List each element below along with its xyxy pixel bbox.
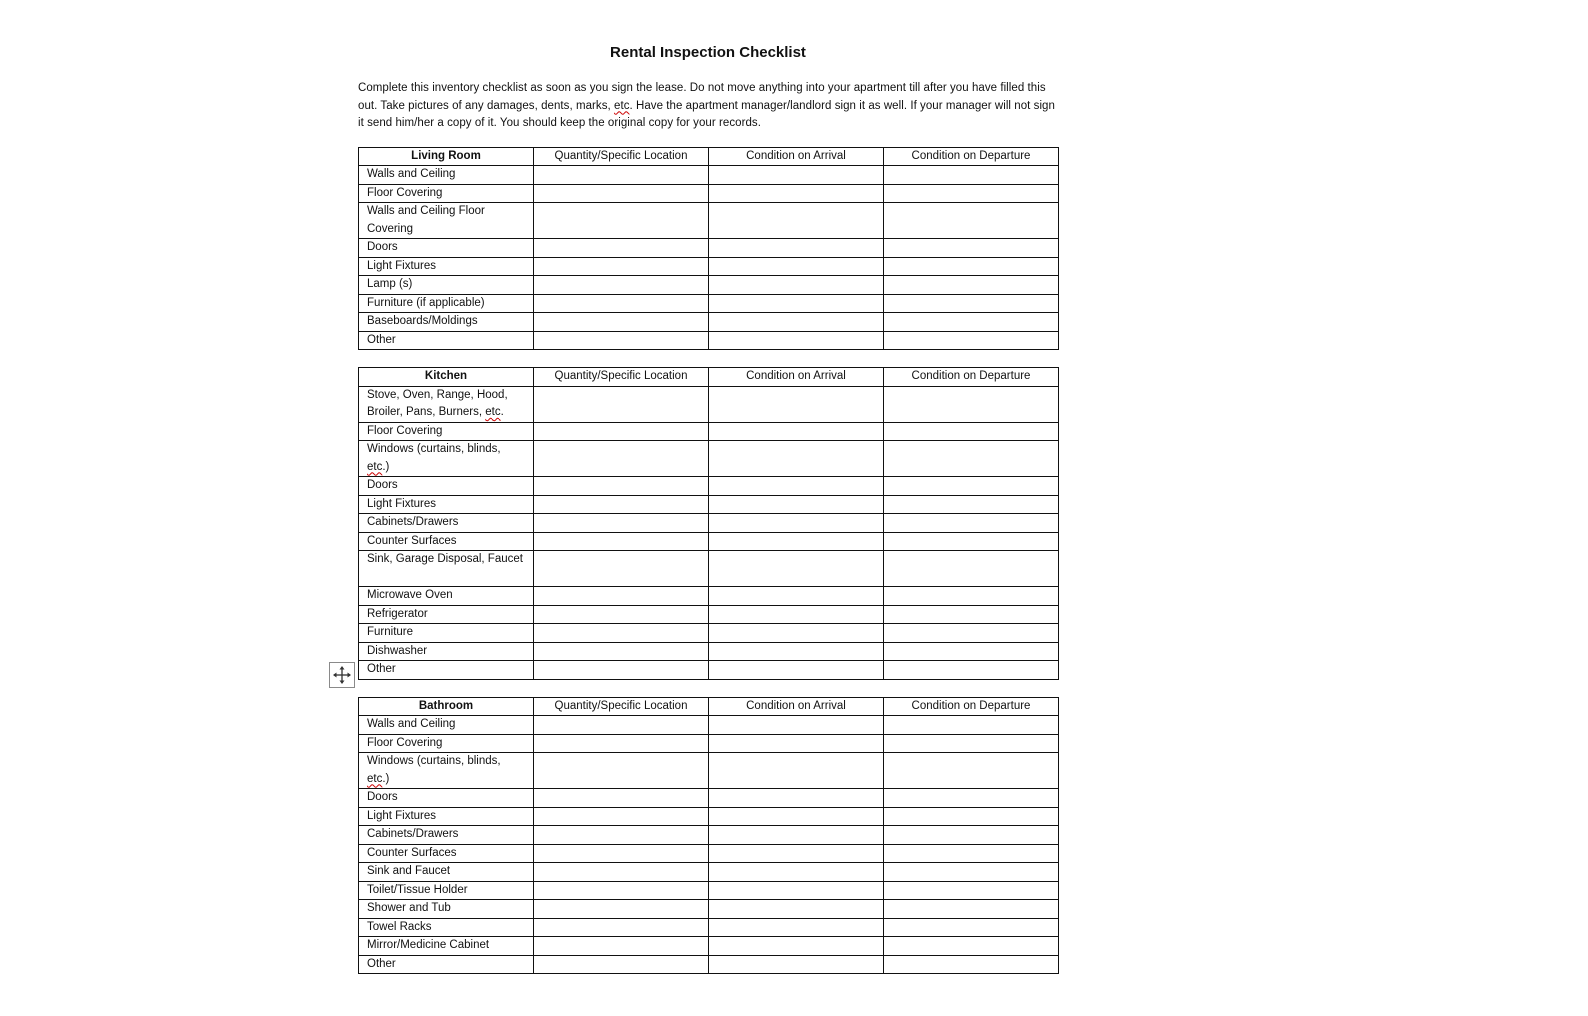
spellcheck-flagged-word[interactable]: etc: [485, 406, 501, 418]
item-label-cell: [359, 716, 534, 735]
quantity-location-cell[interactable]: [534, 514, 709, 533]
document-title: Rental Inspection Checklist: [610, 44, 806, 61]
departure-condition-cell[interactable]: [884, 826, 1059, 845]
item-label-cell: [359, 477, 534, 496]
room-name-header: Kitchen: [359, 368, 534, 387]
departure-condition-cell[interactable]: [884, 955, 1059, 974]
item-label-cell: [359, 807, 534, 826]
arrival-condition-cell[interactable]: [709, 881, 884, 900]
arrival-condition-cell[interactable]: [709, 826, 884, 845]
quantity-location-cell[interactable]: [534, 276, 709, 295]
departure-condition-cell[interactable]: [884, 422, 1059, 441]
table-row: [359, 514, 1059, 533]
quantity-location-cell[interactable]: [534, 331, 709, 350]
item-label: Other: [367, 663, 396, 675]
arrival-condition-cell[interactable]: [709, 937, 884, 956]
quantity-location-cell[interactable]: [534, 532, 709, 551]
table-header-row: [359, 697, 1059, 716]
item-label: Light Fixtures: [367, 259, 437, 272]
departure-condition-cell[interactable]: [884, 239, 1059, 258]
arrival-condition-cell[interactable]: [709, 239, 884, 258]
item-label-cell: [359, 276, 534, 295]
departure-condition-cell[interactable]: [884, 184, 1059, 203]
table-row: [359, 807, 1059, 826]
item-label-cell: [359, 514, 534, 533]
item-label: Towel Racks: [367, 920, 432, 933]
item-label: Floor Covering: [367, 424, 443, 437]
quantity-location-cell[interactable]: [534, 184, 709, 203]
item-label: Furniture: [367, 626, 414, 638]
item-label-cell: [359, 184, 534, 203]
arrival-condition-cell[interactable]: [709, 661, 884, 680]
column-header: Condition on Departure: [884, 147, 1059, 166]
item-label: Floor Covering: [367, 186, 443, 199]
quantity-location-cell[interactable]: [534, 789, 709, 808]
item-label-cell: [359, 863, 534, 882]
departure-condition-cell[interactable]: [884, 386, 1059, 422]
item-label-cell: [359, 257, 534, 276]
item-label: Sink and Faucet: [367, 865, 451, 877]
departure-condition-cell[interactable]: [884, 313, 1059, 332]
item-label: Shower and Tub: [367, 902, 451, 914]
quantity-location-cell[interactable]: [534, 166, 709, 185]
column-header: Condition on Arrival: [709, 368, 884, 387]
table-row: [359, 716, 1059, 735]
table-row: [359, 386, 1059, 422]
quantity-location-cell[interactable]: [534, 551, 709, 587]
arrival-condition-cell[interactable]: [709, 331, 884, 350]
item-label: Doors: [367, 479, 398, 491]
departure-condition-cell[interactable]: [884, 495, 1059, 514]
arrival-condition-cell[interactable]: [709, 642, 884, 661]
item-label: Counter Surfaces: [367, 534, 457, 547]
quantity-location-cell[interactable]: [534, 624, 709, 643]
quantity-location-cell[interactable]: [534, 955, 709, 974]
item-label: Floor Covering: [367, 736, 443, 749]
table-row: [359, 422, 1059, 441]
arrival-condition-cell[interactable]: [709, 495, 884, 514]
item-label: Counter Surfaces: [367, 846, 457, 859]
item-label-cell: [359, 900, 534, 919]
departure-condition-cell[interactable]: [884, 753, 1059, 789]
arrival-condition-cell[interactable]: [709, 532, 884, 551]
item-label-cell: [359, 422, 534, 441]
item-label: Sink, Garage Disposal, Faucet: [367, 553, 523, 565]
table-row: [359, 239, 1059, 258]
column-header: Condition on Arrival: [709, 147, 884, 166]
departure-condition-cell[interactable]: [884, 937, 1059, 956]
table-row: [359, 753, 1059, 789]
item-label: Toilet/Tissue Holder: [367, 883, 468, 896]
quantity-location-cell[interactable]: [534, 386, 709, 422]
arrival-condition-cell[interactable]: [709, 386, 884, 422]
departure-condition-cell[interactable]: [884, 257, 1059, 276]
departure-condition-cell[interactable]: [884, 551, 1059, 587]
item-label-cell: [359, 441, 534, 477]
table-row: [359, 900, 1059, 919]
item-label: Furniture (if applicable): [367, 296, 485, 309]
quantity-location-cell[interactable]: [534, 441, 709, 477]
column-header: Quantity/Specific Location: [534, 147, 709, 166]
quantity-location-cell[interactable]: [534, 661, 709, 680]
table-move-handle[interactable]: [329, 662, 355, 688]
table-row: [359, 605, 1059, 624]
departure-condition-cell[interactable]: [884, 918, 1059, 937]
table-row: [359, 203, 1059, 239]
item-label: Microwave Oven: [367, 589, 453, 601]
item-label-cell: [359, 605, 534, 624]
table-row: [359, 184, 1059, 203]
table-row: [359, 257, 1059, 276]
arrival-condition-cell[interactable]: [709, 918, 884, 937]
arrival-condition-cell[interactable]: [709, 789, 884, 808]
table-row: [359, 294, 1059, 313]
item-label: Baseboards/Moldings: [367, 315, 478, 327]
table-row: [359, 937, 1059, 956]
item-label-tail: .: [500, 406, 504, 418]
item-label-cell: [359, 203, 534, 239]
table-row: [359, 495, 1059, 514]
table-row: [359, 587, 1059, 606]
table-row: [359, 166, 1059, 185]
item-label-cell: [359, 918, 534, 937]
item-label: Refrigerator: [367, 607, 428, 620]
item-label: Cabinets/Drawers: [367, 516, 459, 528]
quantity-location-cell[interactable]: [534, 587, 709, 606]
table-row: [359, 661, 1059, 680]
room-name-header: Living Room: [359, 147, 534, 166]
table-row: [359, 276, 1059, 295]
item-label-cell: [359, 937, 534, 956]
quantity-location-cell[interactable]: [534, 881, 709, 900]
checklist-tables: [358, 147, 1058, 975]
item-label-cell: [359, 331, 534, 350]
arrival-condition-cell[interactable]: [709, 734, 884, 753]
quantity-location-cell[interactable]: [534, 918, 709, 937]
item-label: Other: [367, 333, 396, 346]
arrival-condition-cell[interactable]: [709, 900, 884, 919]
item-label-cell: [359, 826, 534, 845]
arrival-condition-cell[interactable]: [709, 422, 884, 441]
departure-condition-cell[interactable]: [884, 900, 1059, 919]
departure-condition-cell[interactable]: [884, 624, 1059, 643]
quantity-location-cell[interactable]: [534, 203, 709, 239]
arrival-condition-cell[interactable]: [709, 624, 884, 643]
table-row: [359, 918, 1059, 937]
item-label-cell: [359, 386, 534, 422]
table-header-row: [359, 147, 1059, 166]
departure-condition-cell[interactable]: [884, 166, 1059, 185]
checklist-table: [358, 147, 1059, 351]
checklist-table: [358, 697, 1059, 975]
item-label: Cabinets/Drawers: [367, 828, 459, 840]
arrival-condition-cell[interactable]: [709, 184, 884, 203]
arrival-condition-cell[interactable]: [709, 716, 884, 735]
quantity-location-cell[interactable]: [534, 807, 709, 826]
quantity-location-cell[interactable]: [534, 937, 709, 956]
quantity-location-cell[interactable]: [534, 257, 709, 276]
quantity-location-cell[interactable]: [534, 844, 709, 863]
item-label-cell: [359, 844, 534, 863]
column-header: Quantity/Specific Location: [534, 368, 709, 387]
arrival-condition-cell[interactable]: [709, 313, 884, 332]
item-label-cell: [359, 551, 534, 587]
arrival-condition-cell[interactable]: [709, 166, 884, 185]
document-page: [358, 42, 1058, 991]
quantity-location-cell[interactable]: [534, 477, 709, 496]
arrival-condition-cell[interactable]: [709, 477, 884, 496]
arrival-condition-cell[interactable]: [709, 276, 884, 295]
table-header-row: [359, 368, 1059, 387]
departure-condition-cell[interactable]: [884, 661, 1059, 680]
table-row: [359, 331, 1059, 350]
item-label-cell: [359, 532, 534, 551]
table-row: [359, 551, 1059, 587]
column-header: Quantity/Specific Location: [534, 697, 709, 716]
arrival-condition-cell[interactable]: [709, 807, 884, 826]
table-row: [359, 313, 1059, 332]
table-row: [359, 881, 1059, 900]
arrival-condition-cell[interactable]: [709, 753, 884, 789]
column-header: Condition on Departure: [884, 697, 1059, 716]
departure-condition-cell[interactable]: [884, 331, 1059, 350]
item-label-cell: [359, 294, 534, 313]
item-label-cell: [359, 587, 534, 606]
departure-condition-cell[interactable]: [884, 789, 1059, 808]
quantity-location-cell[interactable]: [534, 734, 709, 753]
arrival-condition-cell[interactable]: [709, 844, 884, 863]
item-label: Dishwasher: [367, 644, 428, 657]
quantity-location-cell[interactable]: [534, 239, 709, 258]
table-row: [359, 477, 1059, 496]
spellcheck-flagged-word[interactable]: etc: [367, 460, 383, 473]
arrival-condition-cell[interactable]: [709, 863, 884, 882]
quantity-location-cell[interactable]: [534, 294, 709, 313]
item-label-cell: [359, 955, 534, 974]
item-label-cell: [359, 624, 534, 643]
intro-text-part: Complete this inventory checklist as soon as you sign the lease. Do not move anything into your apartment till after you have filled this out. Take pictures of any damages, dents, marks,: [358, 82, 1046, 112]
quantity-location-cell[interactable]: [534, 313, 709, 332]
item-label: Walls and Ceiling Floor Covering: [367, 205, 485, 235]
quantity-location-cell[interactable]: [534, 642, 709, 661]
departure-condition-cell[interactable]: [884, 863, 1059, 882]
arrival-condition-cell[interactable]: [709, 551, 884, 587]
arrival-condition-cell[interactable]: [709, 587, 884, 606]
quantity-location-cell[interactable]: [534, 422, 709, 441]
item-label-cell: [359, 734, 534, 753]
quantity-location-cell[interactable]: [534, 753, 709, 789]
item-label: Light Fixtures: [367, 497, 437, 510]
item-label-cell: [359, 642, 534, 661]
item-label: Light Fixtures: [367, 809, 437, 822]
item-label: Windows (curtains, blinds,: [367, 755, 501, 767]
move-arrows-icon: [332, 665, 352, 685]
intro-text-part: . Have the apartment manager/landlord sign it as well. If your manager will not sign it send him/her a copy of it. You should keep the original copy for your records.: [358, 99, 1055, 129]
departure-condition-cell[interactable]: [884, 605, 1059, 624]
arrival-condition-cell[interactable]: [709, 605, 884, 624]
table-row: [359, 826, 1059, 845]
departure-condition-cell[interactable]: [884, 881, 1059, 900]
departure-condition-cell[interactable]: [884, 203, 1059, 239]
arrival-condition-cell[interactable]: [709, 514, 884, 533]
item-label: Lamp (s): [367, 278, 413, 290]
column-header: Condition on Departure: [884, 368, 1059, 387]
item-label-tail: .): [382, 460, 390, 473]
spellcheck-flagged-word[interactable]: etc: [614, 99, 630, 112]
item-label-cell: [359, 166, 534, 185]
departure-condition-cell[interactable]: [884, 734, 1059, 753]
item-label-tail: .): [382, 772, 390, 785]
quantity-location-cell[interactable]: [534, 900, 709, 919]
departure-condition-cell[interactable]: [884, 587, 1059, 606]
item-label: Stove, Oven, Range, Hood, Broiler, Pans, Burners,: [367, 388, 508, 418]
room-name-header: Bathroom: [359, 697, 534, 716]
item-label: Doors: [367, 241, 398, 253]
quantity-location-cell[interactable]: [534, 826, 709, 845]
departure-condition-cell[interactable]: [884, 807, 1059, 826]
item-label: Windows (curtains, blinds,: [367, 443, 501, 455]
quantity-location-cell[interactable]: [534, 495, 709, 514]
item-label-cell: [359, 239, 534, 258]
table-row: [359, 844, 1059, 863]
item-label: Walls and Ceiling: [367, 168, 456, 180]
arrival-condition-cell[interactable]: [709, 955, 884, 974]
arrival-condition-cell[interactable]: [709, 294, 884, 313]
item-label: Other: [367, 957, 396, 970]
arrival-condition-cell[interactable]: [709, 257, 884, 276]
table-row: [359, 789, 1059, 808]
departure-condition-cell[interactable]: [884, 477, 1059, 496]
departure-condition-cell[interactable]: [884, 276, 1059, 295]
table-row: [359, 734, 1059, 753]
table-row: [359, 955, 1059, 974]
item-label-cell: [359, 881, 534, 900]
quantity-location-cell[interactable]: [534, 863, 709, 882]
departure-condition-cell[interactable]: [884, 844, 1059, 863]
item-label-cell: [359, 495, 534, 514]
item-label-cell: [359, 313, 534, 332]
item-label-cell: [359, 753, 534, 789]
table-row: [359, 441, 1059, 477]
checklist-table: [358, 367, 1059, 680]
intro-paragraph: [358, 80, 1058, 133]
item-label: Doors: [367, 791, 398, 803]
item-label: Walls and Ceiling: [367, 718, 456, 730]
departure-condition-cell[interactable]: [884, 441, 1059, 477]
table-row: [359, 532, 1059, 551]
departure-condition-cell[interactable]: [884, 532, 1059, 551]
arrival-condition-cell[interactable]: [709, 441, 884, 477]
quantity-location-cell[interactable]: [534, 716, 709, 735]
table-row: [359, 624, 1059, 643]
spellcheck-flagged-word[interactable]: etc: [367, 772, 383, 785]
table-row: [359, 642, 1059, 661]
departure-condition-cell[interactable]: [884, 642, 1059, 661]
quantity-location-cell[interactable]: [534, 605, 709, 624]
item-label: Mirror/Medicine Cabinet: [367, 939, 490, 951]
departure-condition-cell[interactable]: [884, 514, 1059, 533]
item-label-cell: [359, 661, 534, 680]
table-row: [359, 863, 1059, 882]
departure-condition-cell[interactable]: [884, 294, 1059, 313]
departure-condition-cell[interactable]: [884, 716, 1059, 735]
arrival-condition-cell[interactable]: [709, 203, 884, 239]
column-header: Condition on Arrival: [709, 697, 884, 716]
item-label-cell: [359, 789, 534, 808]
